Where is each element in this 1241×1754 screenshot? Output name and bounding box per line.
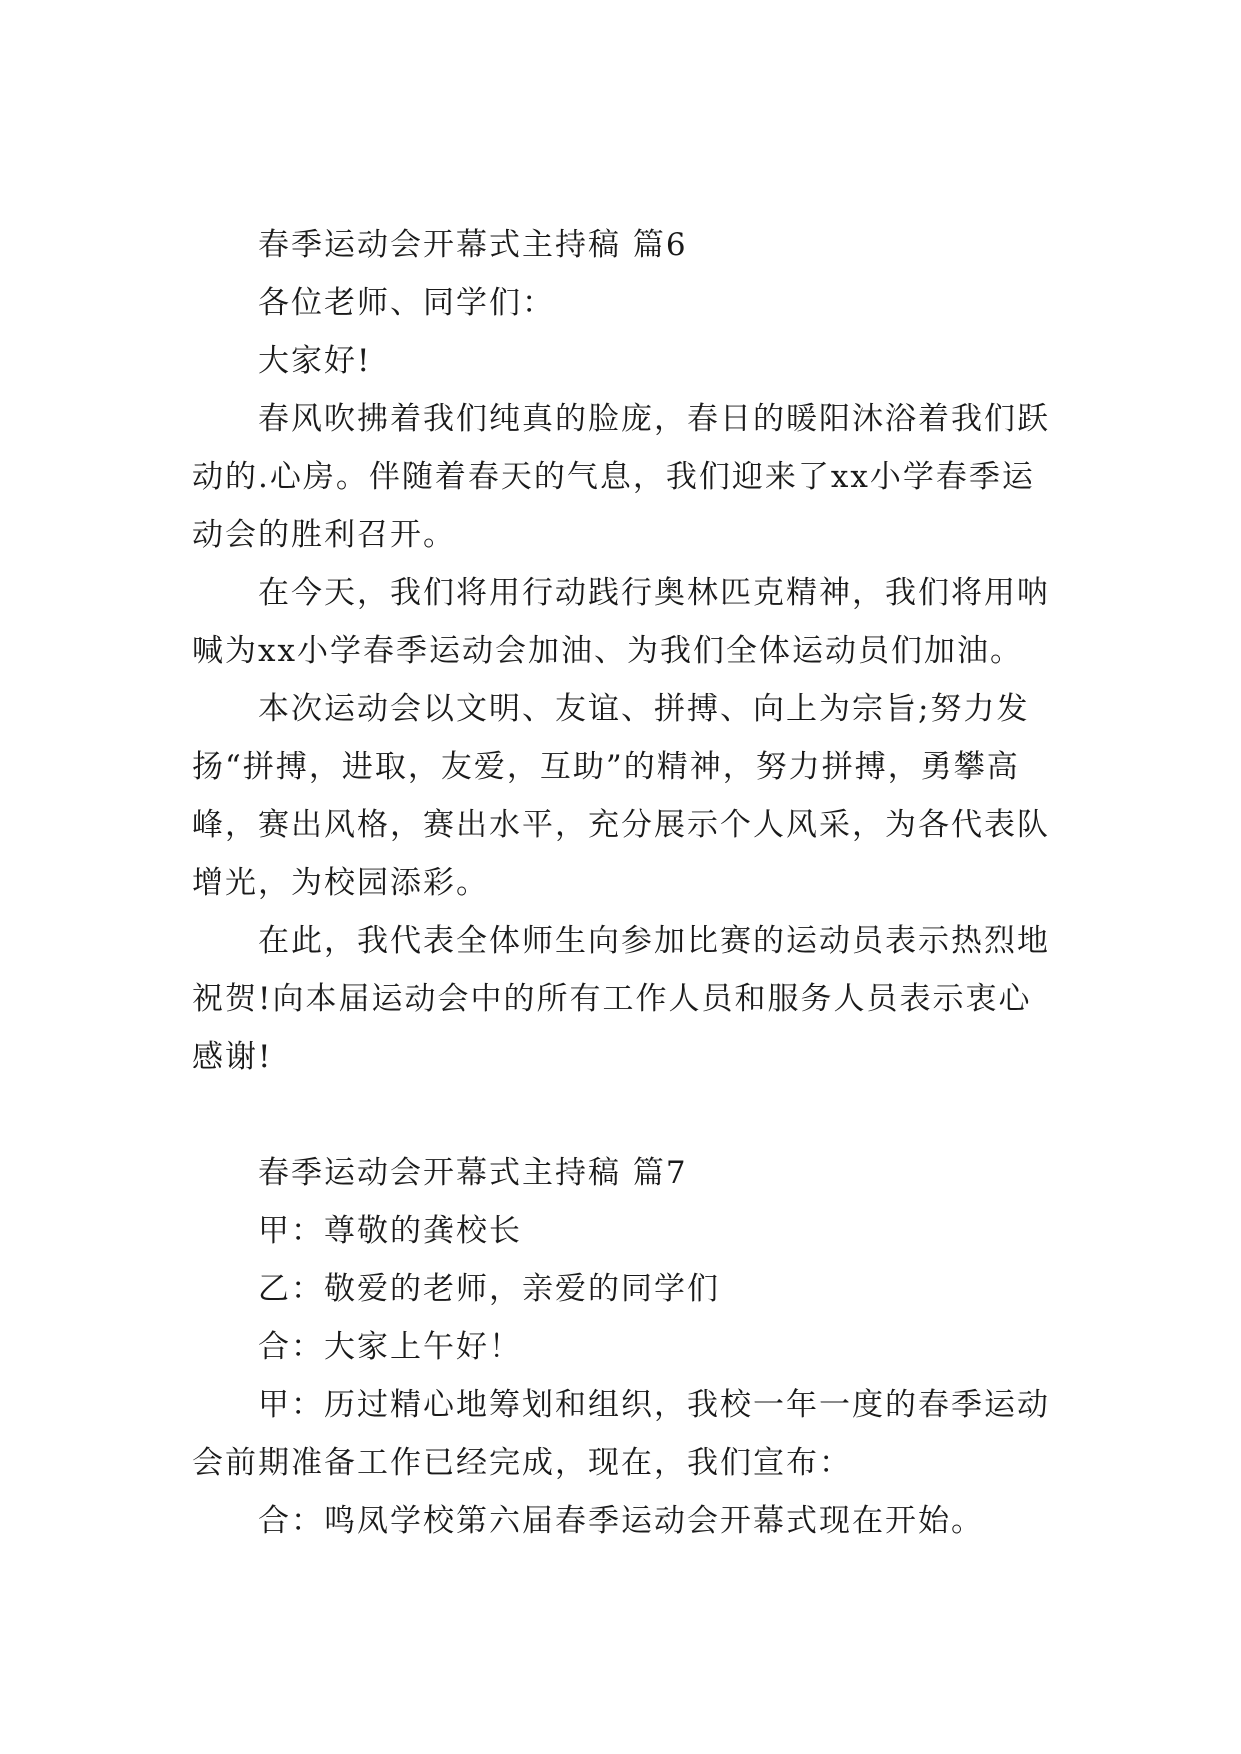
paragraph: 甲：历过精心地筹划和组织，我校一年一度的春季运动 会前期准备工作已经完成，现在，我们宣布： <box>192 1387 1050 1481</box>
dialogue-line: 乙：敬爱的老师，亲爱的同学们 <box>258 1271 720 1307</box>
paragraph: 春风吹拂着我们纯真的脸庞，春日的暖阳沐浴着我们跃 动的.心房。伴随着春天的气息，我们迎来了xx小学春季运 动会的胜利召开。 <box>192 401 1050 553</box>
paragraph: 本次运动会以文明、友谊、拼搏、向上为宗旨;努力发 扬“拼搏，进取，友爱，互助”的精神，努力拼搏，勇攀高 峰，赛出风格，赛出水平，充分展示个人风采，为各代表队 增光，为校园添彩。 <box>192 691 1050 901</box>
paragraph: 在今天，我们将用行动践行奥林匹克精神，我们将用呐 喊为xx小学春季运动会加油、为我们全体运动员们加油。 <box>192 575 1050 669</box>
section-7 <box>192 1144 1050 1550</box>
paragraph: 在此，我代表全体师生向参加比赛的运动员表示热烈地 祝贺!向本届运动会中的所有工作人员和服务人员表示衷心 感谢! <box>192 923 1050 1075</box>
greeting-line: 各位老师、同学们： <box>258 285 555 321</box>
section-title: 春季运动会开幕式主持稿 篇7 <box>258 1155 688 1191</box>
hello-line: 大家好! <box>258 343 372 379</box>
section-title: 春季运动会开幕式主持稿 篇6 <box>258 227 688 263</box>
dialogue-line: 合：大家上午好！ <box>258 1329 522 1365</box>
closing-line: 合：鸣凤学校第六届春季运动会开幕式现在开始。 <box>258 1503 984 1539</box>
section-6 <box>192 216 1050 1086</box>
dialogue-line: 甲：尊敬的龚校长 <box>258 1213 522 1249</box>
